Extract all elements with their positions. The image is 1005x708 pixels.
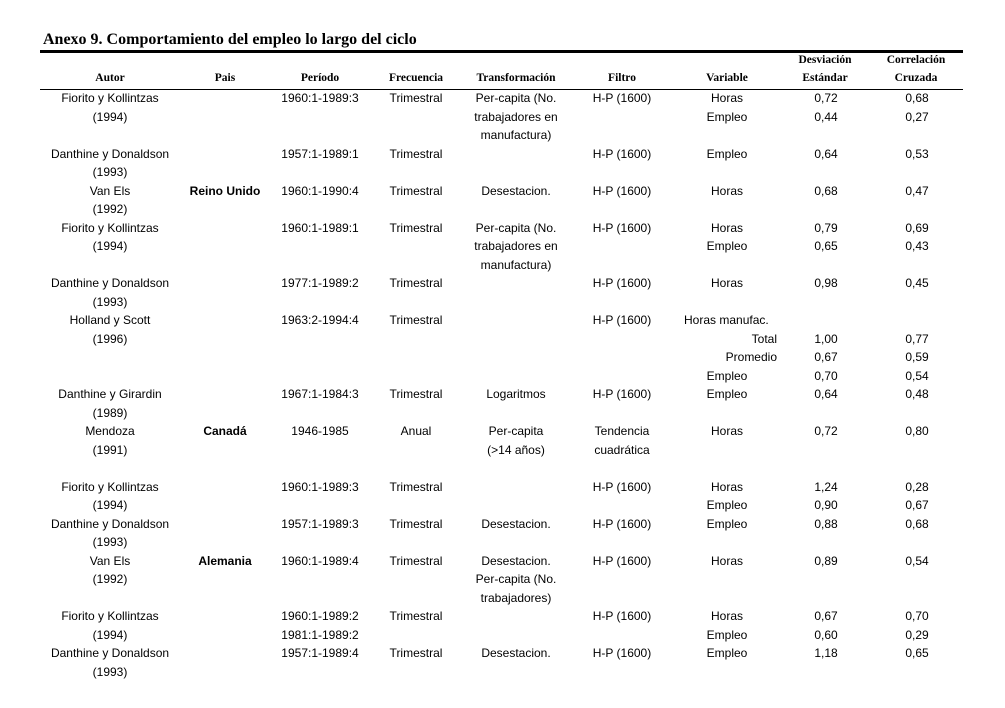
cell-autor: Fiorito y Kollintzas — [61, 609, 159, 623]
header-transformacion: Transformación — [476, 72, 556, 84]
cell-transformacion: Per-capita (No. — [475, 220, 557, 235]
cell-transformacion: Desestacion. — [481, 516, 551, 531]
cell-transformacion: manufactura) — [480, 128, 552, 142]
cell-filtro: H-P (1600) — [592, 609, 652, 623]
cell-periodo: 1981:1-1989:2 — [281, 627, 359, 642]
cell-frecuencia: Trimestral — [389, 313, 443, 327]
cell-variable: Empleo — [706, 146, 748, 161]
cell-autor: (1994) — [92, 239, 128, 253]
cell-autor: Danthine y Girardin — [58, 387, 162, 401]
cell-frecuencia: Trimestral — [389, 220, 443, 235]
cell-corr: 0,65 — [905, 646, 929, 660]
cell-filtro: H-P (1600) — [592, 91, 652, 105]
cell-corr: 0,77 — [905, 331, 929, 346]
cell-filtro: H-P (1600) — [592, 146, 652, 161]
cell-variable: Empleo — [706, 627, 748, 642]
cell-filtro: H-P (1600) — [592, 646, 652, 660]
cell-variable: Empleo — [706, 239, 748, 253]
cell-autor: Van Els — [89, 183, 131, 198]
cell-autor: (1989) — [92, 405, 128, 420]
cell-periodo: 1967:1-1984:3 — [281, 387, 359, 401]
cell-frecuencia: Anual — [400, 424, 432, 438]
cell-transformacion: trabajadores en — [474, 239, 558, 253]
cell-desv: 0,70 — [814, 368, 838, 383]
cell-filtro: H-P (1600) — [592, 276, 652, 290]
cell-autor: (1993) — [92, 294, 128, 309]
cell-variable: Horas — [710, 91, 744, 105]
cell-pais: Canadá — [203, 424, 247, 438]
cell-filtro: H-P (1600) — [592, 387, 652, 401]
cell-autor: (1993) — [92, 535, 128, 549]
cell-pais: Reino Unido — [189, 183, 261, 198]
cell-desv: 0,88 — [814, 516, 838, 531]
cell-autor: (1993) — [92, 664, 128, 679]
cell-autor: (1992) — [92, 202, 128, 216]
cell-corr: 0,80 — [905, 424, 929, 438]
cell-frecuencia: Trimestral — [389, 276, 443, 290]
cell-filtro: H-P (1600) — [592, 479, 652, 494]
cell-corr: 0,70 — [905, 609, 929, 623]
cell-corr: 0,27 — [905, 109, 929, 124]
cell-periodo: 1957:1-1989:1 — [281, 146, 359, 161]
cell-autor: (1994) — [92, 498, 128, 512]
cell-corr: 0,29 — [905, 627, 929, 642]
cell-autor: Danthine y Donaldson — [50, 516, 170, 531]
cell-variable: Horas manufac. — [684, 313, 769, 327]
cell-desv: 0,64 — [814, 387, 838, 401]
cell-transformacion: Logaritmos — [486, 387, 546, 401]
cell-variable: Promedio — [725, 350, 777, 364]
cell-corr: 0,47 — [905, 183, 929, 198]
cell-autor: Danthine y Donaldson — [50, 146, 170, 161]
cell-corr: 0,68 — [905, 516, 929, 531]
cell-autor: (1996) — [92, 331, 128, 346]
cell-desv: 0,68 — [814, 183, 838, 198]
cell-periodo: 1960:1-1989:2 — [281, 609, 359, 623]
cell-autor: (1994) — [92, 627, 128, 642]
cell-variable: Horas — [710, 183, 744, 198]
cell-desv: 0,67 — [814, 609, 838, 623]
cell-corr: 0,54 — [905, 553, 929, 568]
cell-desv: 0,79 — [814, 220, 838, 235]
cell-corr: 0,45 — [905, 276, 929, 290]
header-correlacion-line1: Correlación — [886, 54, 946, 66]
cell-pais: Alemania — [198, 553, 252, 568]
cell-autor: (1994) — [92, 109, 128, 124]
page-title: Anexo 9. Comportamiento del empleo lo largo del ciclo — [43, 31, 417, 48]
cell-frecuencia: Trimestral — [389, 91, 443, 105]
cell-transformacion: Per-capita (No. — [475, 572, 557, 586]
cell-frecuencia: Trimestral — [389, 387, 443, 401]
cell-transformacion: manufactura) — [480, 257, 552, 272]
cell-desv: 0,72 — [814, 91, 838, 105]
cell-autor: Fiorito y Kollintzas — [61, 220, 159, 235]
cell-autor: Danthine y Donaldson — [50, 276, 170, 290]
cell-periodo: 1960:1-1989:3 — [281, 479, 359, 494]
cell-corr: 0,68 — [905, 91, 929, 105]
cell-corr: 0,43 — [905, 239, 929, 253]
cell-variable: Total — [751, 331, 777, 346]
cell-transformacion: trabajadores en — [474, 109, 558, 124]
cell-variable: Horas — [710, 424, 744, 438]
cell-variable: Empleo — [706, 516, 748, 531]
cell-autor: Mendoza — [85, 424, 135, 438]
cell-desv: 0,89 — [814, 553, 838, 568]
header-desviacion-line2: Estándar — [802, 72, 848, 84]
header-filtro: Filtro — [608, 72, 636, 84]
cell-variable: Horas — [710, 609, 744, 623]
cell-autor: Fiorito y Kollintzas — [61, 91, 159, 105]
cell-periodo: 1957:1-1989:3 — [281, 516, 359, 531]
cell-periodo: 1977:1-1989:2 — [281, 276, 359, 290]
cell-periodo: 1960:1-1990:4 — [281, 183, 359, 198]
cell-desv: 1,00 — [814, 331, 838, 346]
cell-desv: 0,64 — [814, 146, 838, 161]
cell-transformacion: Per-capita — [488, 424, 544, 438]
cell-corr: 0,28 — [905, 479, 929, 494]
cell-frecuencia: Trimestral — [389, 516, 443, 531]
cell-corr: 0,54 — [905, 368, 929, 383]
cell-desv: 0,90 — [814, 498, 838, 512]
cell-filtro: Tendencia — [594, 424, 650, 438]
cell-frecuencia: Trimestral — [389, 183, 443, 198]
cell-desv: 0,44 — [814, 109, 838, 124]
header-desviacion-line1: Desviación — [798, 54, 852, 66]
cell-filtro: H-P (1600) — [592, 313, 652, 327]
cell-variable: Horas — [710, 220, 744, 235]
cell-corr: 0,48 — [905, 387, 929, 401]
cell-corr: 0,69 — [905, 220, 929, 235]
header-variable: Variable — [706, 72, 748, 84]
cell-desv: 0,67 — [814, 350, 838, 364]
header-pais: Pais — [214, 72, 236, 84]
cell-filtro: H-P (1600) — [592, 516, 652, 531]
cell-autor: Fiorito y Kollintzas — [61, 479, 159, 494]
cell-desv: 1,24 — [814, 479, 838, 494]
cell-transformacion: trabajadores) — [480, 590, 552, 605]
cell-transformacion: Per-capita (No. — [475, 91, 557, 105]
cell-autor: (1991) — [92, 442, 128, 457]
cell-desv: 1,18 — [814, 646, 838, 660]
cell-frecuencia: Trimestral — [389, 609, 443, 623]
cell-autor: Holland y Scott — [69, 313, 151, 327]
cell-periodo: 1946-1985 — [291, 424, 349, 438]
cell-corr: 0,67 — [905, 498, 929, 512]
header-frecuencia: Frecuencia — [388, 72, 444, 84]
cell-variable: Empleo — [706, 646, 748, 660]
cell-variable: Empleo — [706, 109, 748, 124]
cell-periodo: 1960:1-1989:3 — [281, 91, 359, 105]
cell-variable: Empleo — [706, 368, 748, 383]
cell-corr: 0,53 — [905, 146, 929, 161]
cell-desv: 0,72 — [814, 424, 838, 438]
cell-desv: 0,60 — [814, 627, 838, 642]
header-autor: Autor — [95, 72, 125, 84]
cell-variable: Horas — [710, 479, 744, 494]
header-periodo: Período — [300, 72, 340, 84]
cell-autor: (1992) — [92, 572, 128, 586]
cell-corr: 0,59 — [905, 350, 929, 364]
cell-variable: Empleo — [706, 498, 748, 512]
cell-filtro: H-P (1600) — [592, 553, 652, 568]
cell-autor: (1993) — [92, 165, 128, 179]
cell-variable: Horas — [710, 276, 744, 290]
cell-variable: Empleo — [706, 387, 748, 401]
cell-periodo: 1963:2-1994:4 — [281, 313, 359, 327]
cell-autor: Van Els — [89, 553, 131, 568]
cell-transformacion: (>14 años) — [487, 442, 545, 457]
cell-periodo: 1960:1-1989:1 — [281, 220, 359, 235]
cell-frecuencia: Trimestral — [389, 553, 443, 568]
cell-filtro: H-P (1600) — [592, 220, 652, 235]
cell-frecuencia: Trimestral — [389, 646, 443, 660]
cell-filtro: cuadrática — [594, 442, 650, 457]
header-correlacion-line2: Cruzada — [894, 72, 938, 84]
cell-periodo: 1957:1-1989:4 — [281, 646, 359, 660]
cell-transformacion: Desestacion. — [481, 553, 551, 568]
cell-frecuencia: Trimestral — [389, 146, 443, 161]
cell-frecuencia: Trimestral — [389, 479, 443, 494]
cell-desv: 0,98 — [814, 276, 838, 290]
cell-periodo: 1960:1-1989:4 — [281, 553, 359, 568]
cell-variable: Horas — [710, 553, 744, 568]
cell-transformacion: Desestacion. — [481, 183, 551, 198]
cell-autor: Danthine y Donaldson — [50, 646, 170, 660]
cell-desv: 0,65 — [814, 239, 838, 253]
cell-filtro: H-P (1600) — [592, 183, 652, 198]
cell-transformacion: Desestacion. — [481, 646, 551, 660]
